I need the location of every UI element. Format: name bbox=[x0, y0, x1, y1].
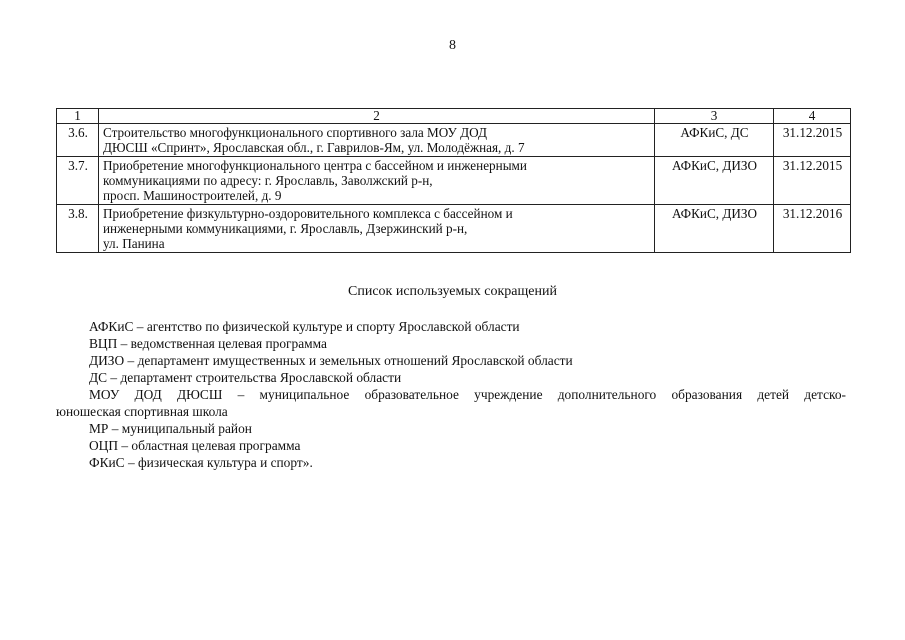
abbreviation-item: ДС – департамент строительства Ярославской области bbox=[89, 370, 402, 385]
row-date: 31.12.2015 bbox=[774, 157, 851, 205]
abbreviation-item bbox=[56, 386, 846, 420]
description-line: просп. Машиностроителей, д. 9 bbox=[103, 188, 282, 203]
abbreviation-item: ДИЗО – департамент имущественных и земельных отношений Ярославской области bbox=[89, 353, 573, 368]
abbreviation-item: ФКиС – физическая культура и спорт». bbox=[89, 455, 313, 470]
row-executor: АФКиС, ДС bbox=[655, 124, 774, 157]
description-line: Приобретение многофункционального центра с бассейном и инженерными bbox=[103, 158, 527, 173]
description-line: Строительство многофункционального спортивного зала МОУ ДОД bbox=[103, 125, 488, 140]
row-executor: АФКиС, ДИЗО bbox=[655, 205, 774, 253]
description-line: коммуникациями по адресу: г. Ярославль, Заволжский р-н, bbox=[103, 173, 433, 188]
table-header-row bbox=[57, 109, 851, 124]
row-date: 31.12.2016 bbox=[774, 205, 851, 253]
column-header-executor: 3 bbox=[655, 109, 774, 124]
page-number: 8 bbox=[449, 38, 456, 53]
abbreviation-item: ОЦП – областная целевая программа bbox=[89, 438, 301, 453]
row-number: 3.6. bbox=[57, 124, 99, 157]
row-description bbox=[99, 124, 655, 157]
abbreviation-item: АФКиС – агентство по физической культуре и спорту Ярославской области bbox=[89, 319, 520, 334]
column-header-date: 4 bbox=[774, 109, 851, 124]
row-number: 3.8. bbox=[57, 205, 99, 253]
abbreviation-item: ВЦП – ведомственная целевая программа bbox=[89, 336, 327, 351]
column-header-number: 1 bbox=[57, 109, 99, 124]
table-row bbox=[57, 157, 851, 205]
row-number: 3.7. bbox=[57, 157, 99, 205]
row-executor: АФКиС, ДИЗО bbox=[655, 157, 774, 205]
description-line: инженерными коммуникациями, г. Ярославль, Дзержинский р-н, bbox=[103, 221, 468, 236]
abbreviation-line: МОУ ДОД ДЮСШ – муниципальное образовательное учреждение дополнительного образования детей детско- bbox=[89, 387, 846, 402]
column-header-description: 2 bbox=[99, 109, 655, 124]
table-row bbox=[57, 124, 851, 157]
abbreviation-line: юношеская спортивная школа bbox=[56, 404, 228, 419]
abbreviation-item: МР – муниципальный район bbox=[89, 421, 252, 436]
abbreviations-list bbox=[56, 318, 846, 471]
row-description bbox=[99, 157, 655, 205]
row-date: 31.12.2015 bbox=[774, 124, 851, 157]
description-line: Приобретение физкультурно-оздоровительного комплекса с бассейном и bbox=[103, 206, 513, 221]
description-line: ул. Панина bbox=[103, 236, 165, 251]
description-line: ДЮСШ «Спринт», Ярославская обл., г. Гаврилов-Ям, ул. Молодёжная, д. 7 bbox=[103, 140, 525, 155]
abbreviations-title: Список используемых сокращений bbox=[348, 284, 557, 299]
table-row bbox=[57, 205, 851, 253]
row-description bbox=[99, 205, 655, 253]
measures-table bbox=[56, 108, 851, 253]
